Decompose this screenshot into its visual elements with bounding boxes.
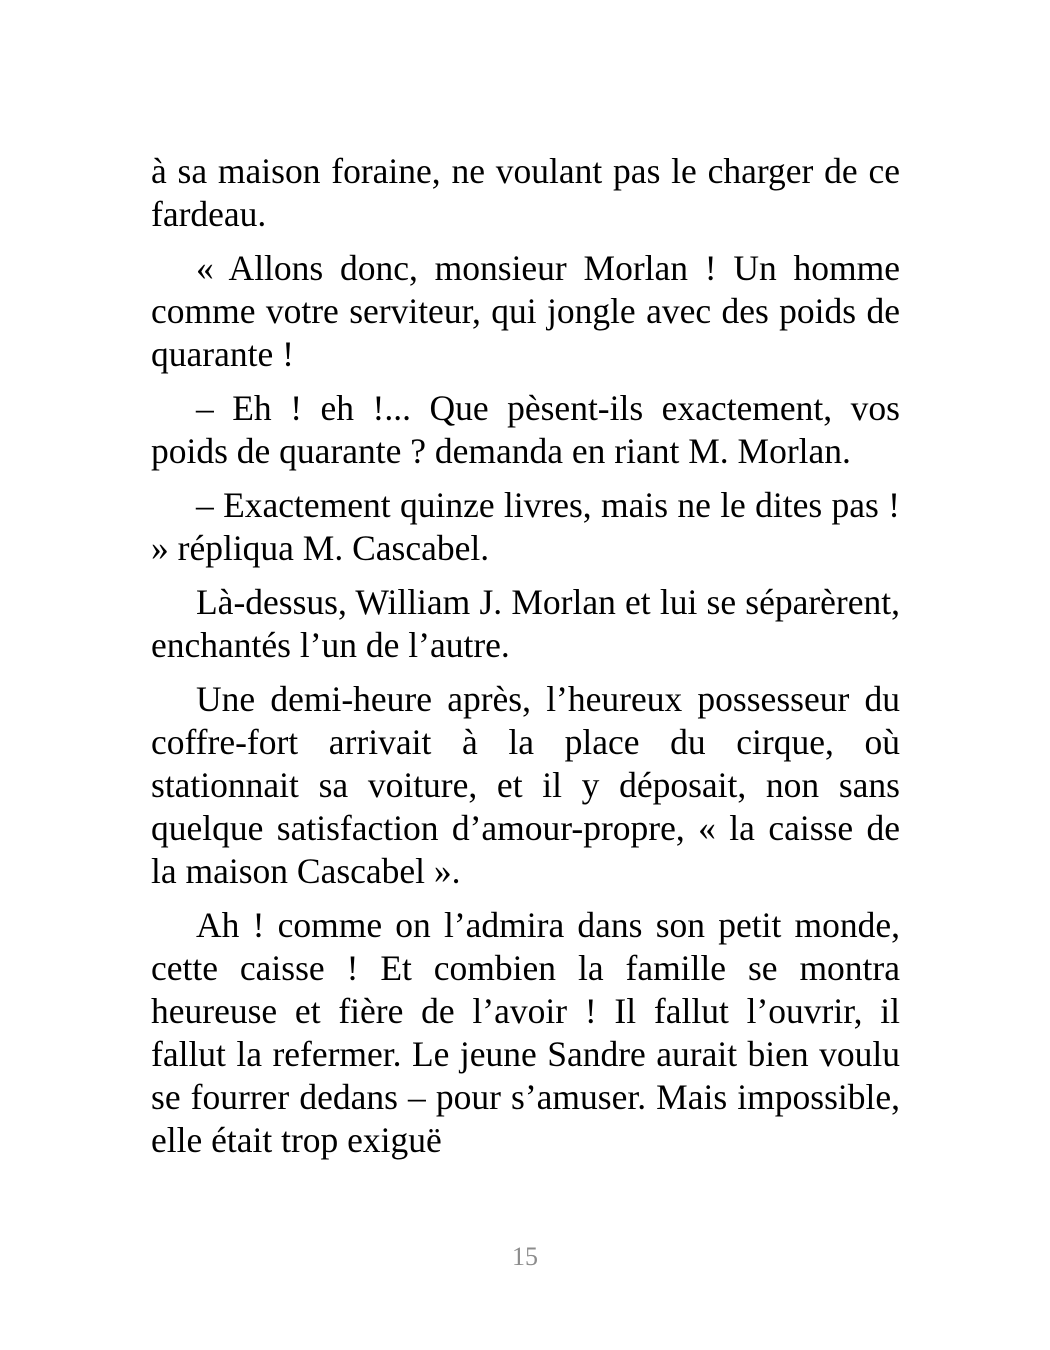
paragraph: – Eh ! eh !... Que pèsent-ils exactement, vos poids de quarante ? demanda en riant M. Morlan. (151, 388, 900, 471)
paragraph: Une demi-heure après, l’heureux possesseur du coffre-fort arrivait à la place du cirque, où stationnait sa voiture, et il y déposait, non sans quelque satisfaction d’amour-propre, « la caisse de la maison Cascabel ». (151, 679, 900, 891)
paragraph: à sa maison foraine, ne voulant pas le charger de ce fardeau. (151, 151, 900, 234)
paragraph: Ah ! comme on l’admira dans son petit monde, cette caisse ! Et combien la famille se montra heureuse et fière de l’avoir ! Il fallut l’ouvrir, il fallut la refermer. Le jeune Sandre aurait bien voulu se fourrer dedans – pour s’amuser. Mais impossible, elle était trop exiguë (151, 905, 900, 1160)
page-body (151, 150, 900, 1173)
page-number: 15 (512, 1242, 538, 1271)
paragraph: Là-dessus, William J. Morlan et lui se séparèrent, enchantés l’un de l’autre. (151, 582, 900, 665)
paragraph: « Allons donc, monsieur Morlan ! Un homme comme votre serviteur, qui jongle avec des poids de quarante ! (151, 248, 900, 374)
paragraph: – Exactement quinze livres, mais ne le dites pas ! » répliqua M. Cascabel. (151, 485, 900, 568)
